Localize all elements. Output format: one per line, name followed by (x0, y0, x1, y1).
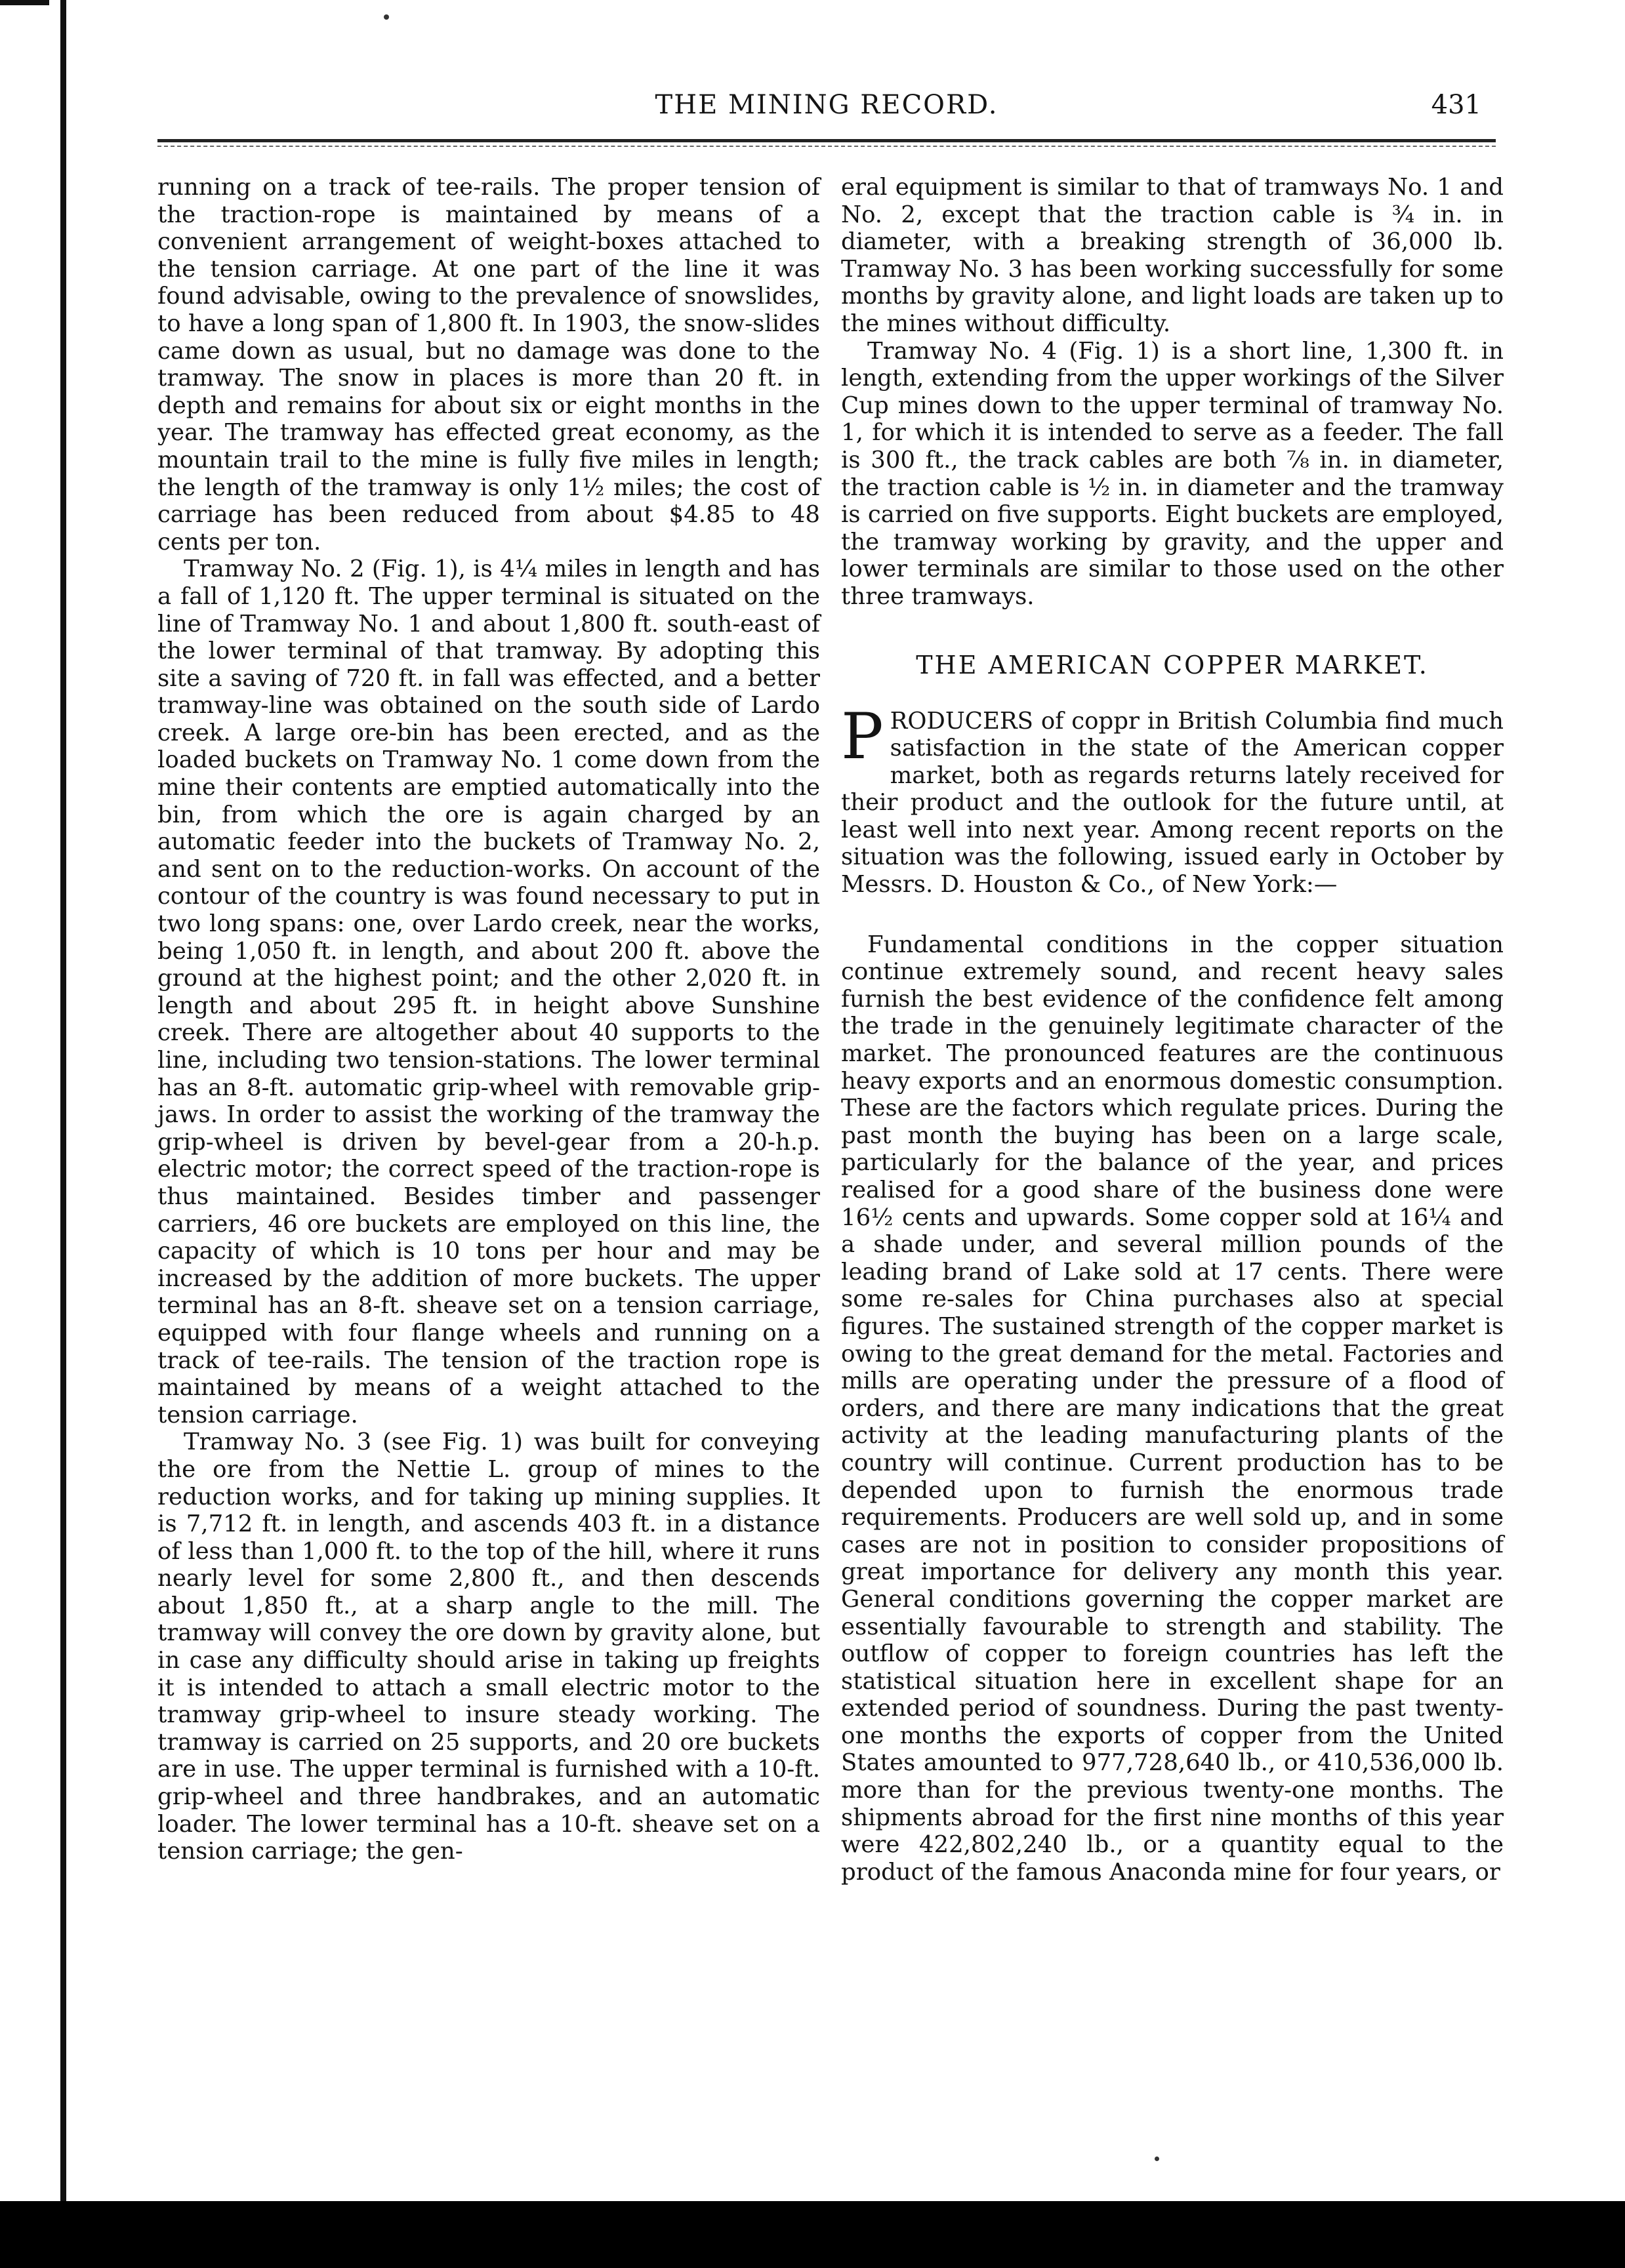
header-rule-dashed (157, 146, 1496, 147)
article-intro (841, 699, 1504, 899)
header-rule (157, 139, 1496, 142)
scan-edge-top (0, 0, 49, 5)
page-number: 431 (1431, 90, 1481, 120)
section-heading: THE AMERICAN COPPER MARKET. (916, 650, 1429, 679)
left-paragraph-2: Tramway No. 2 (Fig. 1), is 4¼ miles in length and has a fall of 1,120 ft. The upper terminal is situated on the line of Tramway No. 1 and about 1,800 ft. south-east of the lower terminal of that tramway. By adopting this site a saving of 720 ft. in fall was effected, and a better tramway-line was obtained on the south side of Lardo creek. A large ore-bin has been erected, and as the loaded buckets on Tramway No. 1 come down from the mine their contents are emptied automatically into the bin, from which the ore is again charged by an automatic feeder into the buckets of Tramway No. 2, and sent on to the reduction-works. On account of the contour of the country is was found necessary to put in two long spans: one, over Lardo creek, near the works, being 1,050 ft. in length, and about 200 ft. above the ground at the highest point; and the other 2,020 ft. in length and about 295 ft. in height above Sunshine creek. There are altogether about 40 supports to the line, including two tension-stations. The lower terminal has an 8-ft. automatic grip-wheel with removable grip-jaws. In order to assist the working of the tramway the grip-wheel is driven by bevel-gear from a 20-h.p. electric motor; the correct speed of the traction-rope is thus maintained. Besides timber and passenger carriers, 46 ore buckets are employed on this line, the capacity of which is 10 tons per hour and may be increased by the addition of more buckets. The upper terminal has an 8-ft. sheave set on a tension carriage, equipped with four flange wheels and running on a track of tee-rails. The tension of the traction rope is maintained by means of a weight attached to the tension carriage. (157, 556, 820, 1428)
drop-cap: P (841, 699, 884, 773)
article-intro-text: RODUCERS of coppr in British Columbia find much satisfaction in the state of the American copper market, both as regards returns lately received for their product and the outlook for the future until, at least well into next year. Among recent reports on the situation was the following, issued early in October by Messrs. D. Houston & Co., of New York:— (841, 707, 1504, 899)
article-quote: Fundamental conditions in the copper situation continue extremely sound, and recent heavy sales furnish the best evidence of the confidence felt among the trade in the genuinely legitimate character of the market. The pronounced features are the continuous heavy exports and an enormous domestic consumption. These are the factors which regulate prices. During the past month the buying has been on a large scale, particularly for the balance of the year, and prices realised for a good share of the business done were 16½ cents and upwards. Some copper sold at 16¼ and a shade under, and several million pounds of the leading brand of Lake sold at 17 cents. There were some re-sales for China purchases also at special figures. The sustained strength of the copper market is owing to the great demand for the metal. Factories and mills are operating under the pressure of a flood of orders, and there are many indications that the great activity at the leading manufacturing plants of the country will continue. Current production has to be depended upon to furnish the enormous trade requirements. Producers are well sold up, and in some cases are not in position to consider propositions of great importance for delivery any month this year. General conditions governing the copper market are essentially favourable to strength and stability. The outflow of copper to foreign countries has left the statistical situation here in excellent shape for an extended period of soundness. During the past twenty-one months the exports of copper from the United States amounted to 977,728,640 lb., or 410,536,000 lb. more than for the previous twenty-one months. The shipments abroad for the first nine months of this year were 422,802,240 lb., or a quantity equal to the product of the famous Anaconda mine for four years, or (841, 931, 1504, 1886)
scan-edge-left (60, 0, 66, 2268)
right-paragraph-1: eral equipment is similar to that of tramways No. 1 and No. 2, except that the traction cable is ¾ in. in diameter, with a breaking strength of 36,000 lb. Tramway No. 3 has been working successfully for some months by gravity alone, and light loads are taken up to the mines without difficulty. (841, 174, 1504, 337)
scan-edge-bottom (0, 2201, 1625, 2268)
right-column (841, 174, 1504, 1886)
left-column (157, 174, 820, 1865)
left-paragraph-1: running on a track of tee-rails. The proper tension of the traction-rope is maintained by means of a convenient arrangement of weight-boxes attached to the tension carriage. At one part of the line it was found advisable, owing to the prevalence of snowslides, to have a long span of 1,800 ft. In 1903, the snow-slides came down as usual, but no damage was done to the tramway. The snow in places is more than 20 ft. in depth and remains for about six or eight months in the year. The tramway has effected great economy, as the mountain trail to the mine is fully five miles in length; the length of the tramway is only 1½ miles; the cost of carriage has been reduced from about $4.85 to 48 cents per ton. (157, 174, 820, 556)
scan-speck-bottom (1155, 2157, 1159, 2161)
left-paragraph-3: Tramway No. 3 (see Fig. 1) was built for conveying the ore from the Nettie L. group of mines to the reduction works, and for taking up mining supplies. It is 7,712 ft. in length, and ascends 403 ft. in a distance of less than 1,000 ft. to the top of the hill, where it runs nearly level for some 2,800 ft., and then descends about 1,850 ft., at a sharp angle to the mill. The tramway will convey the ore down by gravity alone, but in case any difficulty should arise in taking up freights it is intended to attach a small electric motor to the tramway grip-wheel to insure steady working. The tramway is carried on 25 supports, and 20 ore buckets are in use. The upper terminal is furnished with a 10-ft. grip-wheel and three handbrakes, and an automatic loader. The lower terminal has a 10-ft. sheave set on a tension carriage; the gen- (157, 1428, 820, 1865)
page-header (157, 85, 1496, 131)
right-paragraph-2: Tramway No. 4 (Fig. 1) is a short line, 1,300 ft. in length, extending from the upper workings of the Silver Cup mines down to the upper terminal of tramway No. 1, for which it is intended to serve as a feeder. The fall is 300 ft., the track cables are both ⅞ in. in diameter, the traction cable is ½ in. in diameter and the tramway is carried on five supports. Eight buckets are employed, the tramway working by gravity, and the upper and lower terminals are similar to those used on the other three tramways. (841, 337, 1504, 610)
running-title: THE MINING RECORD. (655, 90, 998, 120)
